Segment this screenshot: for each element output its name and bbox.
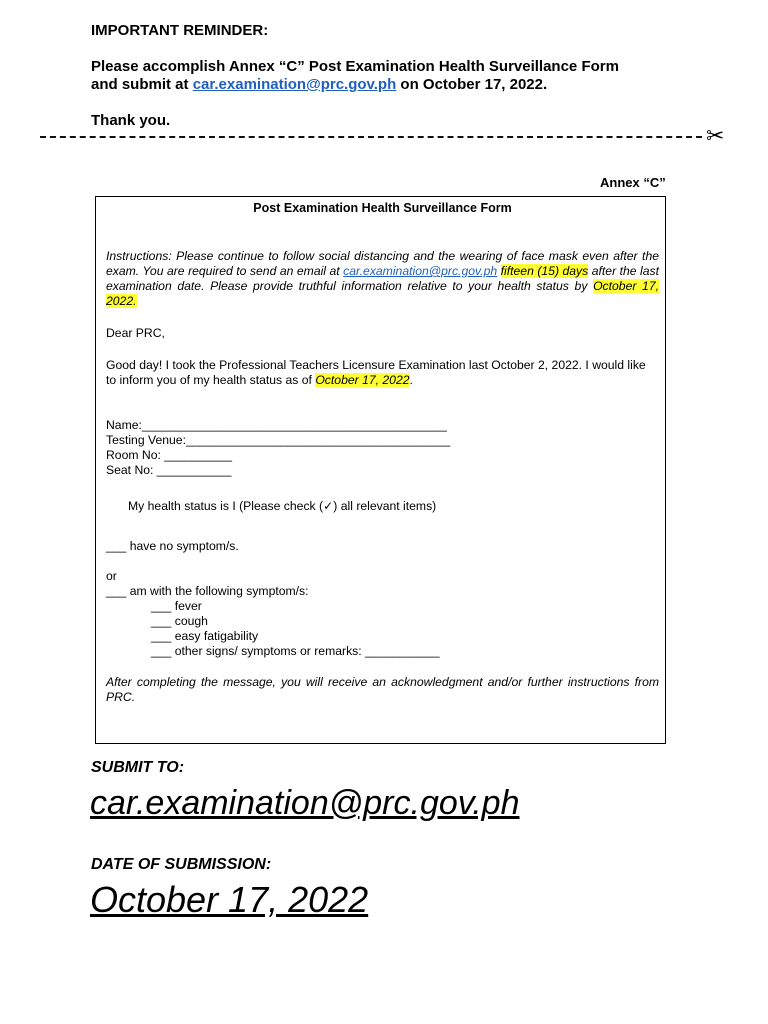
room-no-field[interactable]: Room No: __________ <box>106 448 233 462</box>
symptom-item-fatigability[interactable]: ___ easy fatigability <box>151 629 259 643</box>
symptom-item-other[interactable]: ___ other signs/ symptoms or remarks: ___________ <box>151 644 440 658</box>
surveillance-form <box>95 196 666 744</box>
applicant-fields <box>106 418 659 478</box>
health-status-prompt: My health status is I (Please check (✓) all relevant items) <box>128 499 437 513</box>
scissors-icon: ✂ <box>706 123 725 148</box>
reminder-heading: IMPORTANT REMINDER: <box>91 22 269 39</box>
form-title: Post Examination Health Surveillance Form <box>253 201 512 215</box>
reminder-email-link[interactable]: car.examination@prc.gov.ph <box>192 76 397 93</box>
reminder-line2-pre: and submit at <box>91 76 193 93</box>
symptom-item-cough[interactable]: ___ cough <box>151 614 208 628</box>
greeting-text: Good day! I took the Professional Teachers Licensure Examination last October 2, 2022. I would like to inform you of my health status as of <box>106 358 646 387</box>
date-of-submission-value: October 17, 2022 <box>90 879 369 920</box>
instructions-email-link[interactable]: car.examination@prc.gov.ph <box>343 264 498 278</box>
name-field[interactable]: Name:_____________________________________________ <box>106 418 447 432</box>
dashed-divider <box>40 136 702 138</box>
testing-venue-field[interactable]: Testing Venue:_______________________________________ <box>106 433 451 447</box>
submit-email[interactable]: car.examination@prc.gov.ph <box>90 784 520 822</box>
form-instructions <box>106 249 659 309</box>
greeting-date-highlight: October 17, 2022 <box>315 373 410 387</box>
after-note: After completing the message, you will receive an acknowledgment and/or further instructions from PRC. <box>106 675 659 704</box>
date-of-submission-label: DATE OF SUBMISSION: <box>91 856 272 873</box>
greeting-paragraph <box>106 358 659 388</box>
annex-label: Annex “C” <box>600 175 666 190</box>
option-with-symptoms[interactable]: ___ am with the following symptom/s: <box>106 584 309 598</box>
instructions-date-highlight: October 17, 2022. <box>106 279 659 308</box>
cut-line <box>40 123 730 148</box>
salutation: Dear PRC, <box>106 326 165 340</box>
reminder-line2-post: on October 17, 2022. <box>396 76 548 93</box>
symptom-item-fever[interactable]: ___ fever <box>151 599 202 613</box>
greeting-end: . <box>409 373 413 387</box>
option-no-symptoms[interactable]: ___ have no symptom/s. <box>106 539 239 553</box>
reminder-line1: Please accomplish Annex “C” Post Examination Health Surveillance Form <box>91 58 619 75</box>
instructions-text-2: after the last examination date. Please provide truthful information relative to your health status by <box>106 264 660 293</box>
reminder-line2 <box>91 76 711 94</box>
instructions-text-1: Instructions: Please continue to follow social distancing and the wearing of face mask even after the exam. You are required to send an email at <box>106 249 659 278</box>
seat-no-field[interactable]: Seat No: ___________ <box>106 463 232 477</box>
submit-to-label: SUBMIT TO: <box>91 759 185 776</box>
instructions-deadline-highlight: fifteen (15) days <box>500 264 589 278</box>
reminder-thanks: Thank you. <box>91 112 171 129</box>
or-label: or <box>106 569 117 583</box>
reminder-section <box>91 22 711 130</box>
